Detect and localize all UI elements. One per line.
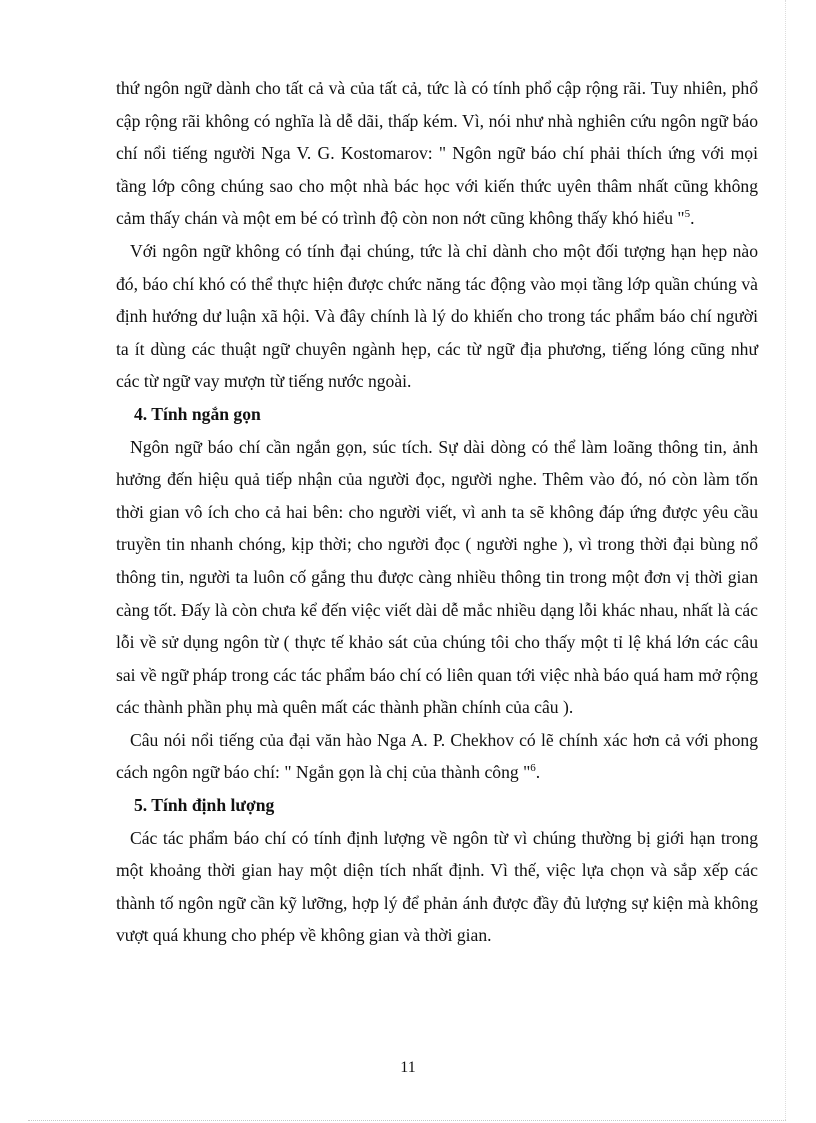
footnote-ref-6: 6 bbox=[530, 762, 536, 775]
page-number: 11 bbox=[400, 1059, 416, 1076]
paragraph-1-end: . bbox=[690, 208, 695, 229]
paragraph-5: Các tác phẩm báo chí có tính định lượng về ngôn từ vì chúng thường bị giới hạn trong một khoảng thời gian hay một diện tích nhất định. Vì thế, việc lựa chọn và sắp xếp các thành tố ngôn ngữ cần kỹ lưỡng, hợp lý để phản ánh được đầy đủ lượng sự kiện mà không vượt quá khung cho phép về không gian và thời gian. bbox=[116, 827, 758, 946]
footnote-ref-5: 5 bbox=[684, 208, 691, 221]
section-heading-4: 4. Tính ngắn gọn bbox=[134, 403, 261, 424]
paragraph-1 bbox=[116, 72, 758, 235]
paragraph-4-end: . bbox=[535, 762, 541, 783]
paragraph-1-text: thứ ngôn ngữ dành cho tất cả và của tất cả, tức là có tính phổ cập rộng rãi. Tuy nhiên, phổ cập rộng rãi không có nghĩa là dễ dãi, thấp kém. Vì, nói như nhà nghiên cứu ngôn ngữ báo chí nổi tiếng người Nga V. G. Kostomarov: " Ngôn ngữ báo chí phải thích ứng với mọi tầng lớp công chúng sao cho một nhà bác học với kiến thức uyên thâm nhất cũng không cảm thấy chán và một em bé có trình độ còn non nớt cũng không thấy khó hiểu " bbox=[116, 78, 758, 229]
paragraph-3: Ngôn ngữ báo chí cần ngắn gọn, súc tích. Sự dài dòng có thể làm loãng thông tin, ảnh hưởng đến hiệu quả tiếp nhận của người đọc, người nghe. Thêm vào đó, nó còn làm tốn thời gian vô ích cho cả hai bên: cho người viết, vì anh ta sẽ không đáp ứng được yêu cầu truyền tin nhanh chóng, kịp thời; cho người đọc ( người nghe ), vì trong thời đại bùng nổ thông tin, người ta luôn cố gắng thu được càng nhiều thông tin trong một đơn vị thời gian càng tốt. Đấy là còn chưa kể đến việc viết dài dễ mắc nhiều dạng lỗi khác nhau, nhất là các lỗi về sử dụng ngôn từ ( thực tế khảo sát của chúng tôi cho thấy một tỉ lệ khá lớn các câu sai về ngữ pháp trong các tác phẩm báo chí có liên quan tới việc nhà báo quá ham mở rộng các thành phần phụ mà quên mất các thành phần chính của câu ). bbox=[116, 436, 758, 718]
page-bottom-rule bbox=[28, 1120, 786, 1121]
paragraph-2: Với ngôn ngữ không có tính đại chúng, tức là chỉ dành cho một đối tượng hạn hẹp nào đó, báo chí khó có thể thực hiện được chức năng tác động vào mọi tầng lớp quần chúng và định hướng dư luận xã hội. Và đây chính là lý do khiến cho trong tác phẩm báo chí người ta ít dùng các thuật ngữ chuyên ngành hẹp, các từ ngữ địa phương, tiếng lóng cũng như các từ ngữ vay mượn từ tiếng nước ngoài. bbox=[116, 240, 758, 392]
paragraph-4 bbox=[116, 724, 758, 789]
page-edge-rule bbox=[785, 0, 786, 1120]
section-heading-5: 5. Tính định lượng bbox=[134, 795, 275, 816]
paragraph-4-text: Câu nói nổi tiếng của đại văn hào Nga A. P. Chekhov có lẽ chính xác hơn cả với phong cách ngôn ngữ báo chí: " Ngắn gọn là chị của thành công " bbox=[116, 729, 758, 783]
document-body bbox=[116, 72, 758, 952]
